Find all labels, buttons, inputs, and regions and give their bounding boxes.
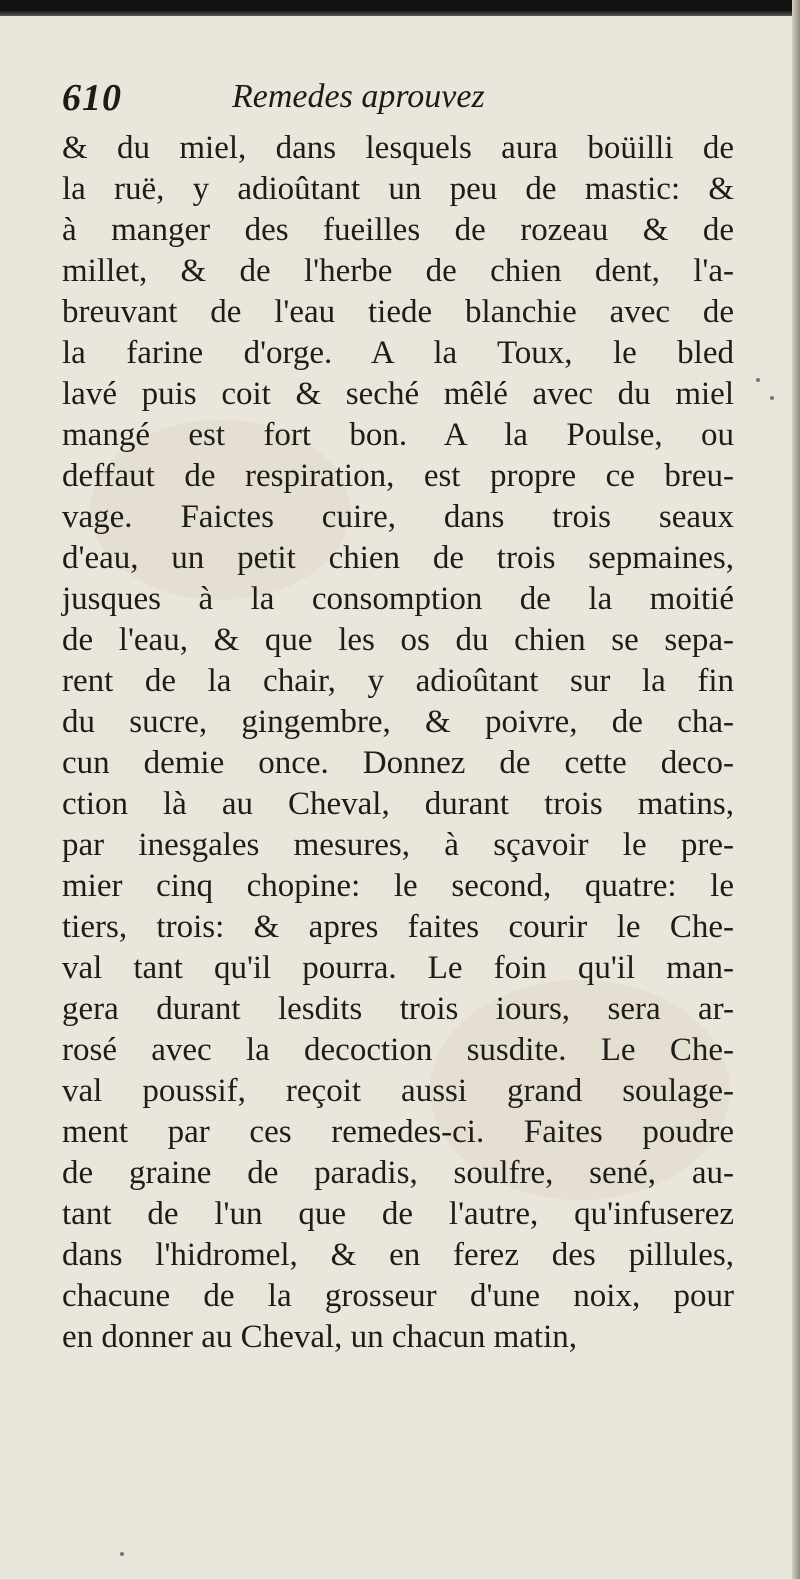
text-line: val tant qu'il pourra. Le foin qu'il man- (62, 950, 734, 986)
ink-speck (756, 378, 760, 382)
text-line: mier cinq chopine: le second, quatre: le (62, 868, 734, 904)
text-line: rent de la chair, y adioûtant sur la fin (62, 663, 734, 699)
text-line: jusques à la consomption de la moitié (62, 581, 734, 617)
text-line: millet, & de l'herbe de chien dent, l'a- (62, 253, 734, 289)
text-line: en donner au Cheval, un chacun matin, (62, 1319, 577, 1355)
text-line: val poussif, reçoit aussi grand soulage- (62, 1073, 734, 1109)
text-line: vage. Faictes cuire, dans trois seaux (62, 499, 734, 535)
text-line: gera durant lesdits trois iours, sera ar- (62, 991, 734, 1027)
text-line: par inesgales mesures, à sçavoir le pre- (62, 827, 734, 863)
text-line: la farine d'orge. A la Toux, le bled (62, 335, 734, 371)
text-line: ment par ces remedes-ci. Faites poudre (62, 1114, 734, 1150)
page-top-shadow (0, 0, 800, 16)
text-line: du sucre, gingembre, & poivre, de cha- (62, 704, 734, 740)
page-number: 610 (62, 77, 122, 119)
text-line: tiers, trois: & apres faites courir le Che- (62, 909, 734, 945)
text-line: cun demie once. Donnez de cette deco- (62, 745, 734, 781)
text-line: mangé est fort bon. A la Poulse, ou (62, 417, 734, 453)
text-line: ction là au Cheval, durant trois matins, (62, 786, 734, 822)
text-line: rosé avec la decoction susdite. Le Che- (62, 1032, 734, 1068)
text-line: & du miel, dans lesquels aura boüilli de (62, 130, 734, 166)
text-line: breuvant de l'eau tiede blanchie avec de (62, 294, 734, 330)
page-header (62, 76, 762, 128)
text-line: la ruë, y adioûtant un peu de mastic: & (62, 171, 734, 207)
text-line: lavé puis coit & seché mêlé avec du miel (62, 376, 734, 412)
page-right-edge (792, 0, 800, 1579)
text-line: à manger des fueilles de rozeau & de (62, 212, 734, 248)
text-line: dans l'hidromel, & en ferez des pillules, (62, 1237, 734, 1273)
text-line: de l'eau, & que les os du chien se sepa- (62, 622, 734, 658)
text-line: de graine de paradis, soulfre, sené, au- (62, 1155, 734, 1191)
body-text (62, 128, 734, 1358)
ink-speck (770, 396, 774, 400)
ink-speck (120, 1552, 124, 1556)
text-line: d'eau, un petit chien de trois sepmaines, (62, 540, 734, 576)
text-line: tant de l'un que de l'autre, qu'infuserez (62, 1196, 734, 1232)
running-title: Remedes aprouvez (232, 78, 485, 115)
text-line: chacune de la grosseur d'une noix, pour (62, 1278, 734, 1314)
text-line: deffaut de respiration, est propre ce breu- (62, 458, 734, 494)
